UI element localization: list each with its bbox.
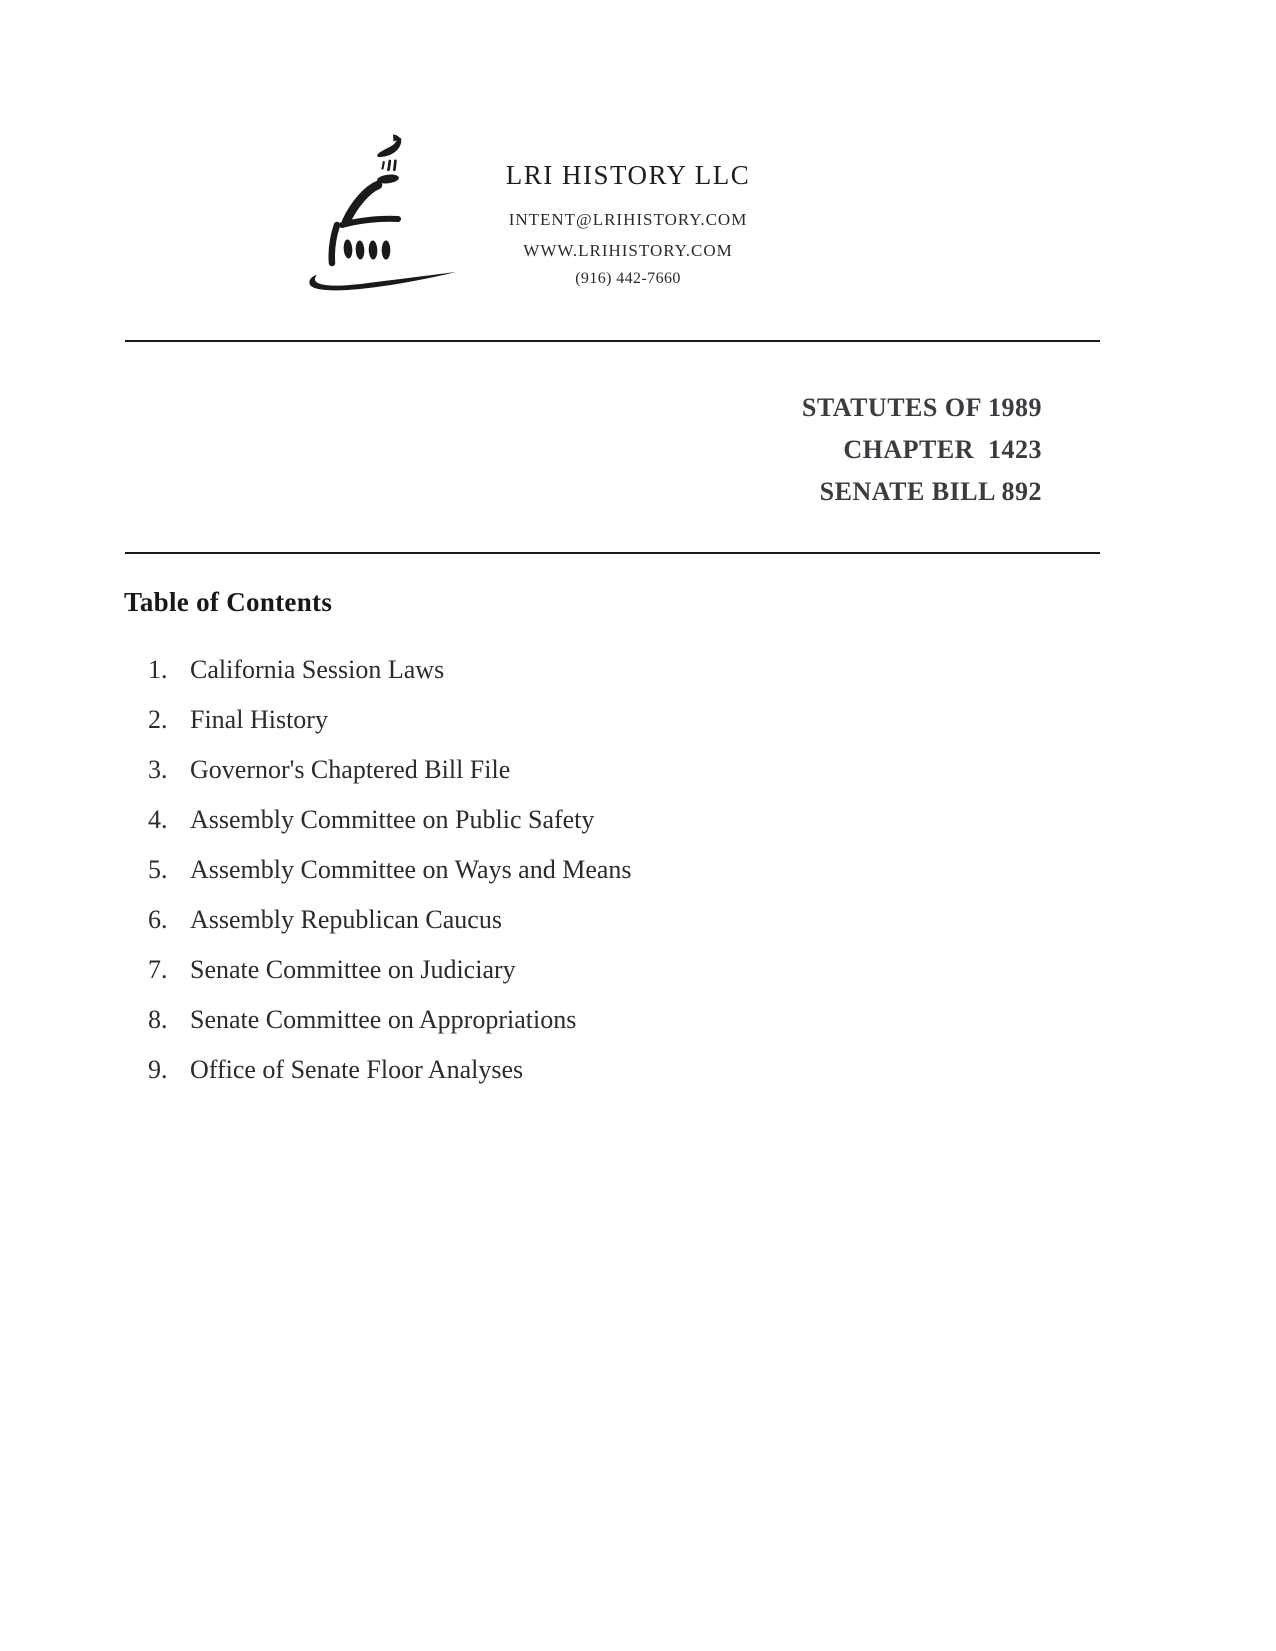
- toc-item-label: Assembly Republican Caucus: [190, 905, 502, 934]
- toc-item-label: Assembly Committee on Public Safety: [190, 805, 595, 834]
- toc-item-number: 9.: [148, 1055, 168, 1084]
- statutes-year-line: STATUTES OF 1989: [801, 393, 1042, 422]
- toc-item: [148, 855, 632, 884]
- toc-heading: Table of Contents: [124, 587, 333, 617]
- toc-item-number: 2.: [148, 705, 168, 734]
- toc-item-label: Senate Committee on Appropriations: [190, 1005, 577, 1034]
- toc-item: [148, 705, 632, 734]
- toc-list: [148, 655, 632, 1105]
- toc-item: [148, 755, 632, 784]
- toc-item: [148, 1055, 632, 1084]
- toc-item-number: 4.: [148, 805, 168, 834]
- company-website: WWW.LRIHISTORY.COM: [523, 241, 733, 260]
- toc-item-number: 8.: [148, 1005, 168, 1034]
- company-name: LRI HISTORY LLC: [505, 160, 751, 190]
- divider-top: [125, 340, 1100, 342]
- toc-item: [148, 1005, 632, 1034]
- chapter-line: CHAPTER 1423: [843, 435, 1042, 464]
- toc-item-number: 7.: [148, 955, 168, 984]
- toc-item-label: Senate Committee on Judiciary: [190, 955, 516, 984]
- company-phone: (916) 442-7660: [575, 270, 681, 287]
- toc-item-label: Assembly Committee on Ways and Means: [190, 855, 632, 884]
- statute-reference-block: [802, 387, 1042, 513]
- toc-item-label: Final History: [190, 705, 328, 734]
- toc-item: [148, 805, 632, 834]
- toc-item-number: 1.: [148, 655, 168, 684]
- capitol-dome-icon: [298, 126, 458, 296]
- toc-item-label: Governor's Chaptered Bill File: [190, 755, 511, 784]
- divider-bottom: [125, 552, 1100, 554]
- toc-item-number: 6.: [148, 905, 168, 934]
- senate-bill-line: SENATE BILL 892: [819, 477, 1042, 506]
- toc-item: [148, 655, 632, 684]
- toc-item-number: 5.: [148, 855, 168, 884]
- toc-item-label: Office of Senate Floor Analyses: [190, 1055, 524, 1084]
- toc-item: [148, 955, 632, 984]
- toc-item: [148, 905, 632, 934]
- toc-item-label: California Session Laws: [190, 655, 445, 684]
- toc-item-number: 3.: [148, 755, 168, 784]
- company-email: INTENT@LRIHISTORY.COM: [508, 210, 748, 229]
